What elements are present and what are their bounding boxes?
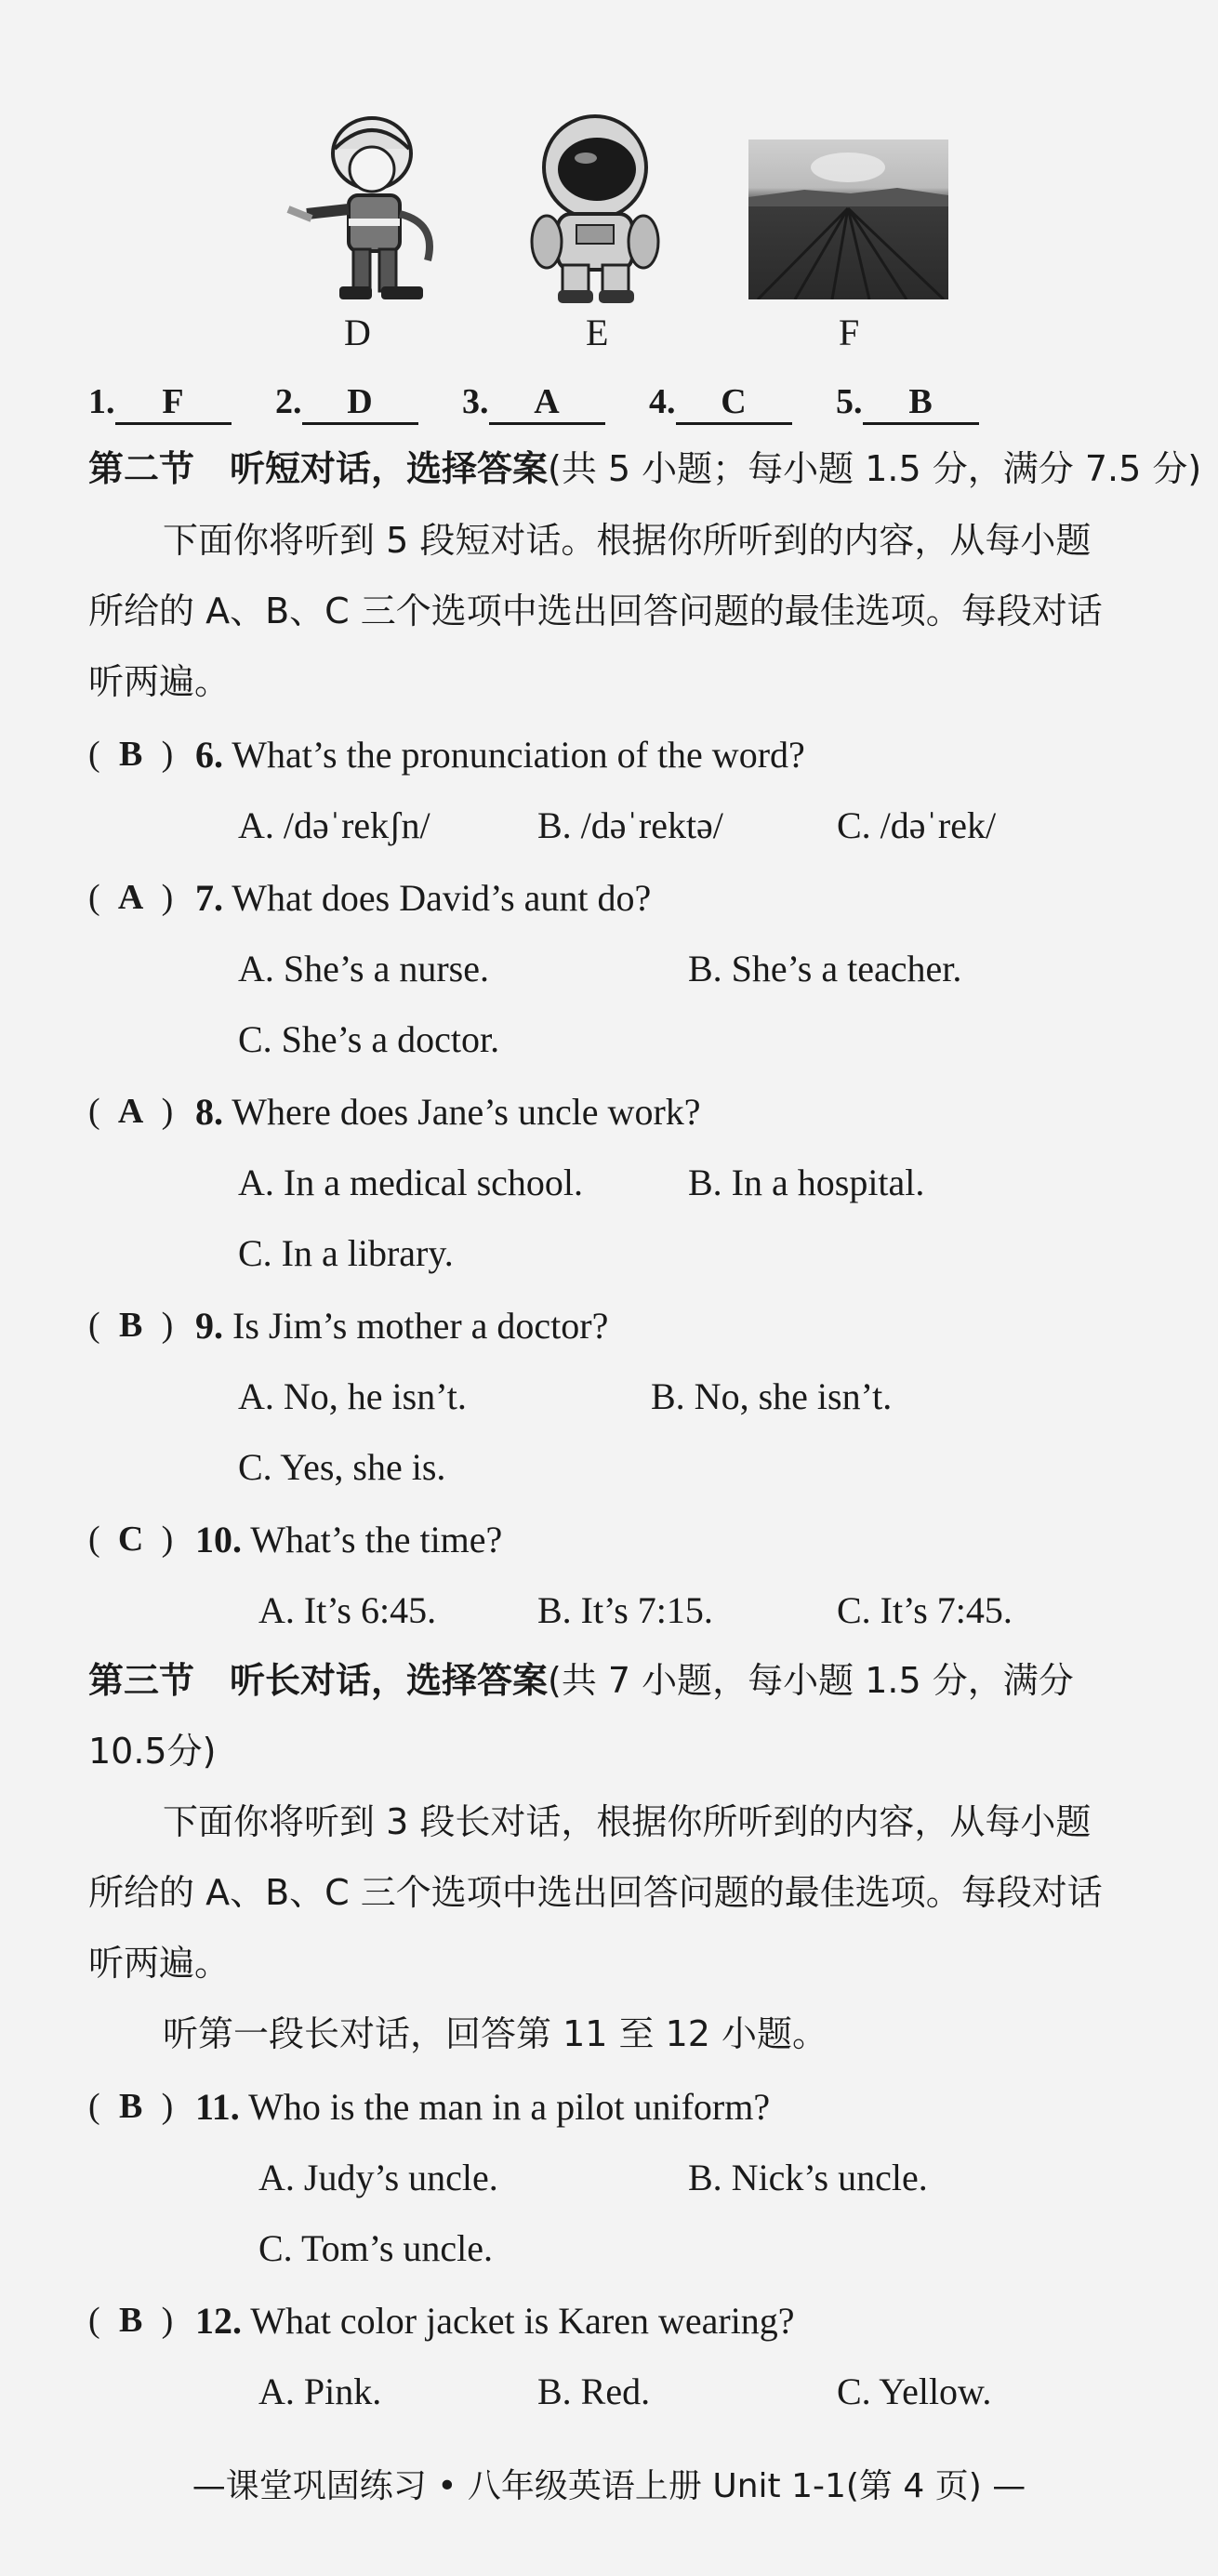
section2-title: 第二节 听短对话，选择答案 [88, 448, 549, 489]
question-10: 10. What’s the time? [195, 1519, 503, 1560]
image-caption-f: F [839, 312, 860, 353]
answer-item-2: 2. D [275, 382, 418, 421]
section3-instruction-1: 下面你将听到 3 段长对话，根据你所听到的内容，从每小题 [163, 1801, 1092, 1842]
section3-heading [88, 1660, 1074, 1701]
option-6a: A. /dəˈrekʃn/ [238, 804, 430, 846]
answer-item-4: 4. C [649, 382, 792, 421]
question-11: 11. Who is the man in a pilot uniform? [195, 2086, 771, 2128]
image-caption-e: E [586, 312, 609, 353]
answer-item-5: 5. B [836, 382, 979, 421]
question-12: 12. What color jacket is Karen wearing? [195, 2300, 795, 2342]
answer-bracket-8: ( A ) [88, 1092, 174, 1131]
image-caption-d: D [344, 312, 371, 353]
option-10a: A. It’s 6:45. [258, 1589, 437, 1631]
section2-instruction-1: 下面你将听到 5 段短对话。根据你所听到的内容，从每小题 [163, 520, 1092, 561]
option-9c: C. Yes, she is. [238, 1446, 446, 1488]
answer-bracket-11: ( B ) [88, 2087, 174, 2126]
section3-instruction-3: 听两遍。 [88, 1943, 231, 1984]
section3-subheading: 听第一段长对话，回答第 11 至 12 小题。 [163, 2013, 828, 2054]
option-12b: B. Red. [537, 2370, 651, 2412]
answer-bracket-12: ( B ) [88, 2301, 174, 2340]
question-8: 8. Where does Jane’s uncle work? [195, 1091, 701, 1133]
question-6: 6. What’s the pronunciation of the word? [195, 734, 805, 776]
section2-instruction-2: 所给的 A、B、C 三个选项中选出回答问题的最佳选项。每段对话 [88, 591, 1103, 631]
option-11b: B. Nick’s uncle. [688, 2157, 928, 2198]
option-11a: A. Judy’s uncle. [258, 2157, 498, 2198]
option-6b: B. /dəˈrektə/ [537, 804, 723, 846]
answer-bracket-9: ( B ) [88, 1306, 174, 1345]
section3-info-continued: 10.5分) [88, 1731, 217, 1772]
answer-bracket-7: ( A ) [88, 878, 174, 917]
option-6c: C. /dəˈrek/ [837, 804, 997, 846]
section2-info: (共 5 小题；每小题 1.5 分，满分 7.5 分) [548, 448, 1202, 489]
question-9: 9. Is Jim’s mother a doctor? [195, 1305, 609, 1347]
option-10c: C. It’s 7:45. [837, 1589, 1013, 1631]
section2-instruction-3: 听两遍。 [88, 661, 231, 702]
answer-bracket-10: ( C ) [88, 1520, 174, 1559]
answer-row [88, 381, 979, 425]
option-7a: A. She’s a nurse. [238, 948, 489, 989]
option-8c: C. In a library. [238, 1232, 454, 1274]
page-footer: —课堂巩固练习 • 八年级英语上册 Unit 1-1(第 4 页) — [192, 2467, 1026, 2505]
astronaut-picture [521, 112, 669, 307]
section3-title: 第三节 听长对话，选择答案 [88, 1660, 549, 1701]
section2-heading [88, 448, 1202, 489]
option-10b: B. It’s 7:15. [537, 1589, 713, 1631]
option-7c: C. She’s a doctor. [238, 1018, 500, 1060]
answer-bracket-6: ( B ) [88, 735, 174, 774]
section3-instruction-2: 所给的 A、B、C 三个选项中选出回答问题的最佳选项。每段对话 [88, 1872, 1103, 1913]
option-9b: B. No, she isn’t. [651, 1375, 893, 1417]
option-12a: A. Pink. [258, 2370, 382, 2412]
answer-item-3: 3. A [462, 382, 605, 421]
firefighter-picture [270, 112, 456, 307]
section3-info: (共 7 小题，每小题 1.5 分，满分 [548, 1660, 1074, 1701]
option-12c: C. Yellow. [837, 2370, 992, 2412]
question-7: 7. What does David’s aunt do? [195, 877, 652, 919]
answer-item-1: 1. F [88, 382, 232, 421]
option-11c: C. Tom’s uncle. [258, 2227, 494, 2269]
option-8a: A. In a medical school. [238, 1162, 583, 1203]
option-8b: B. In a hospital. [688, 1162, 925, 1203]
option-7b: B. She’s a teacher. [688, 948, 962, 989]
option-9a: A. No, he isn’t. [238, 1375, 467, 1417]
field-picture [748, 139, 948, 299]
